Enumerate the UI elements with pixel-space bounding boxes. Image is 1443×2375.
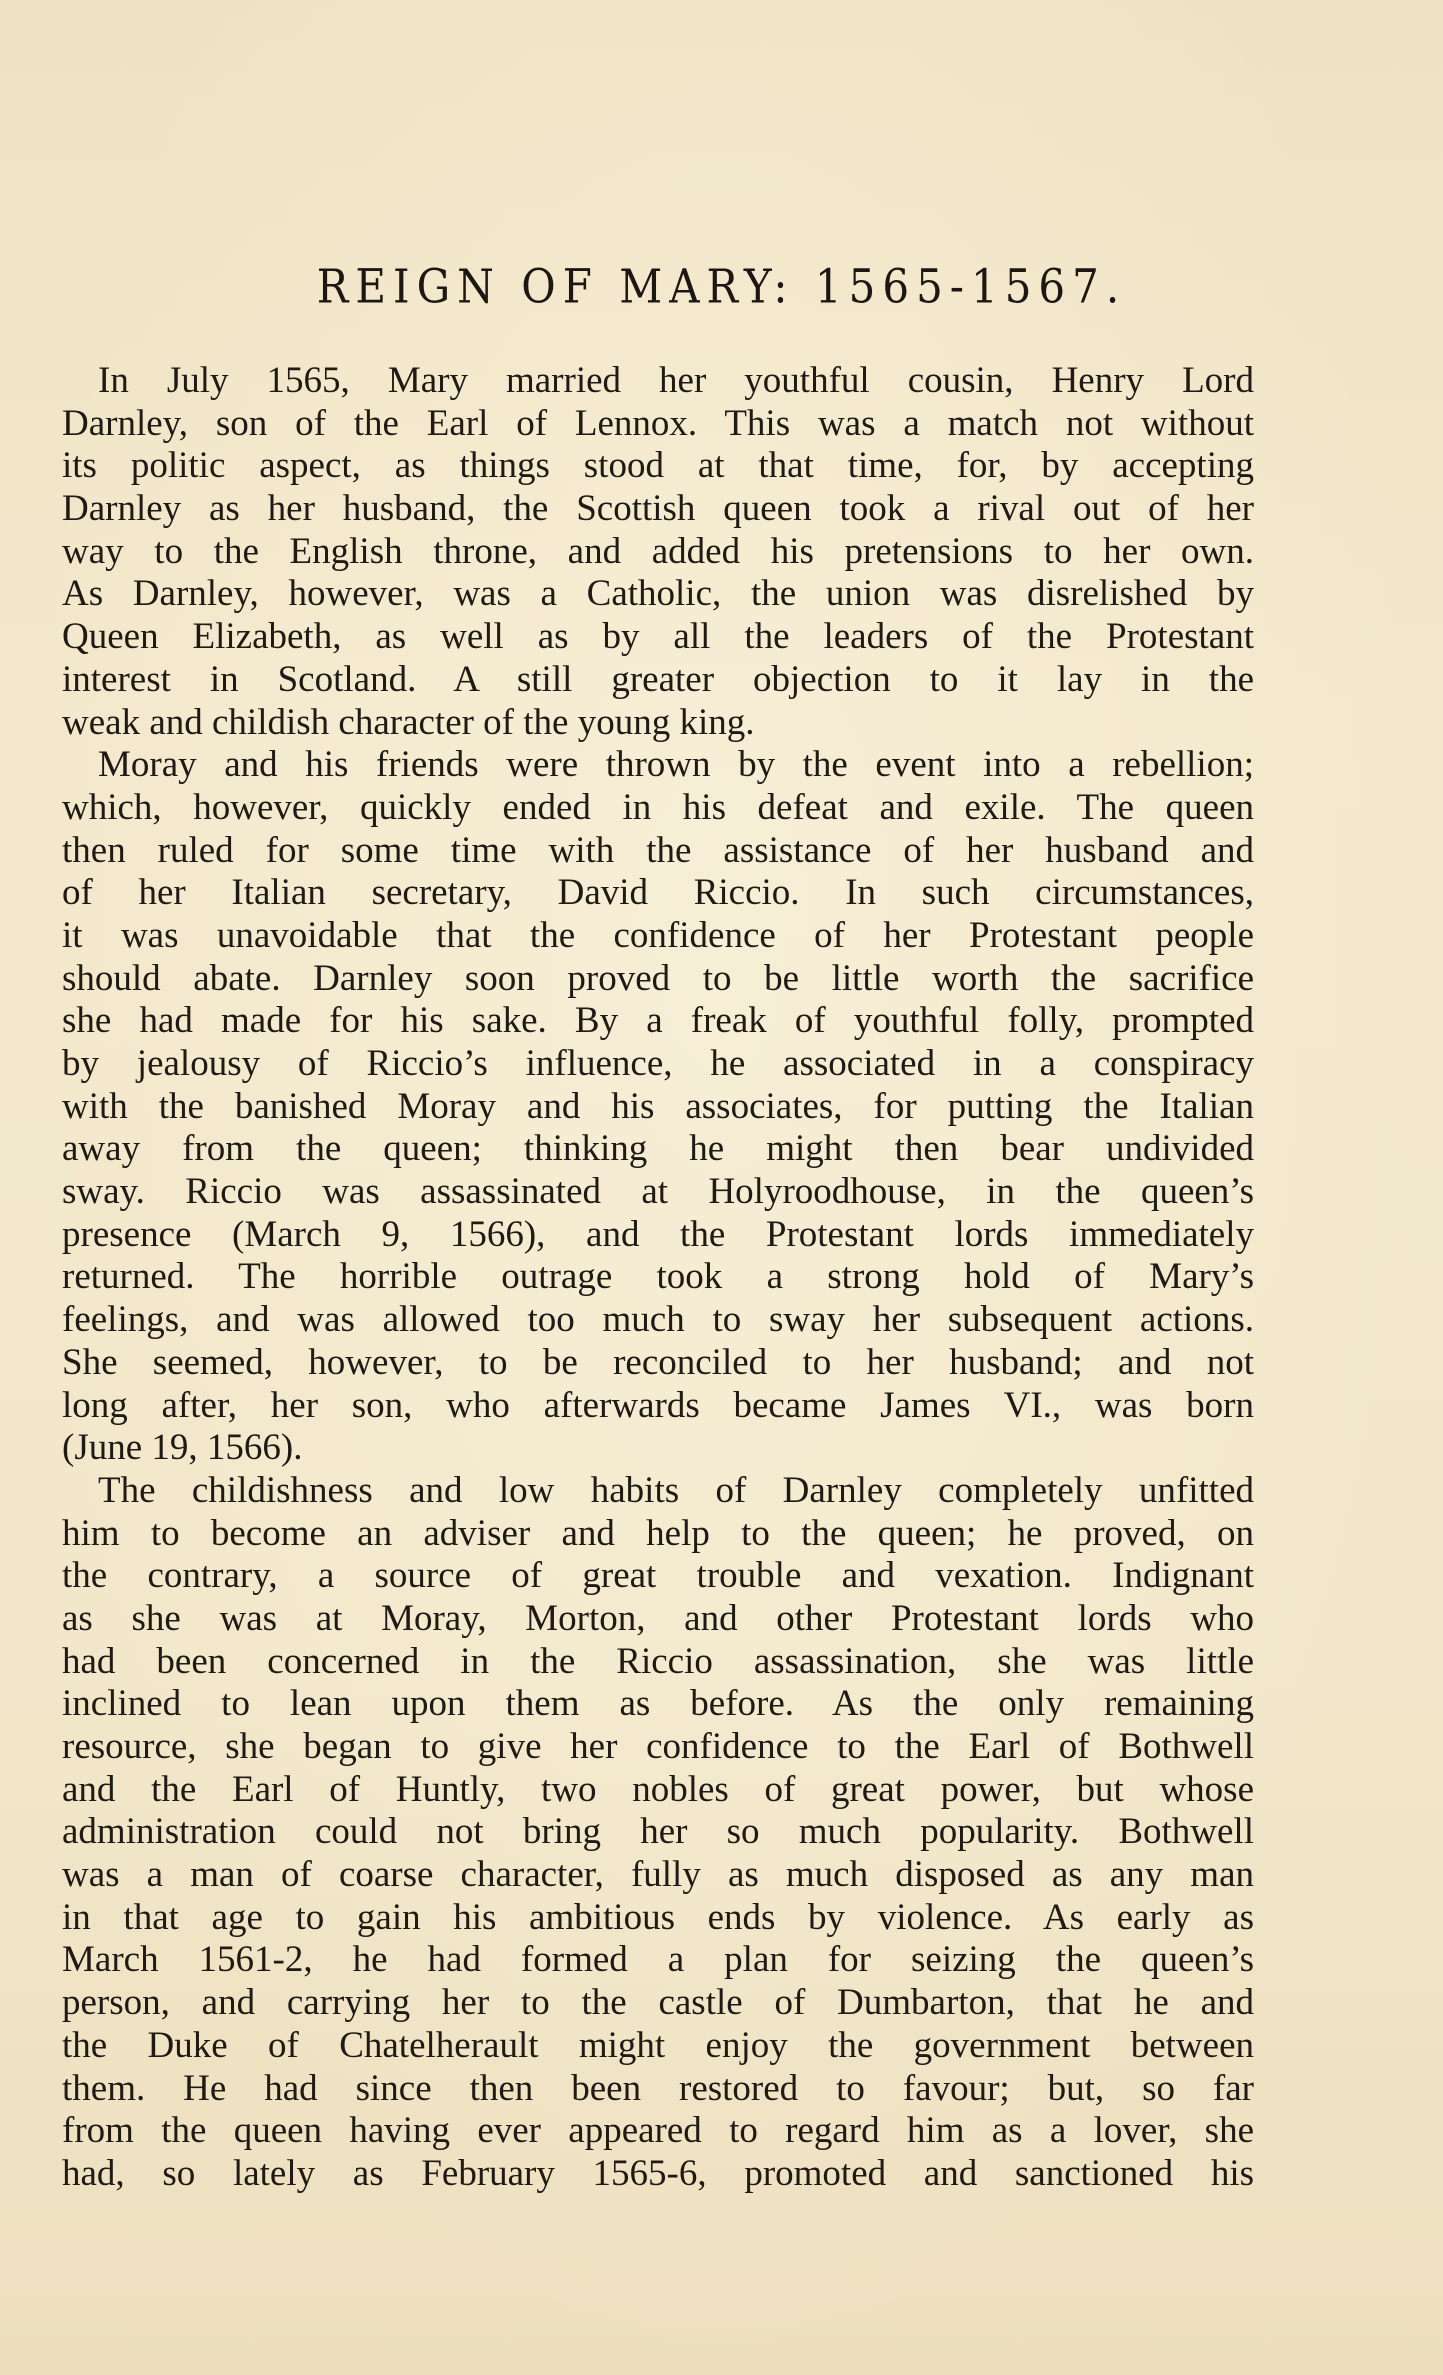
text-line: them. He had since then been restored to favour; but, so far: [62, 2067, 1254, 2109]
text-line: him to become an adviser and help to the queen; he proved, on: [62, 1512, 1254, 1554]
text-line: presence (March 9, 1566), and the Protestant lords immediately: [62, 1213, 1254, 1255]
text-line: from the queen having ever appeared to regard him as a lover, she: [62, 2110, 1254, 2152]
paragraph-1: [62, 360, 1254, 744]
text-line: Queen Elizabeth, as well as by all the leaders of the Protestant: [62, 616, 1254, 658]
text-line: away from the queen; thinking he might then bear undivided: [62, 1128, 1254, 1170]
text-line: The childishness and low habits of Darnley completely unfitted: [98, 1469, 1254, 1511]
text-line: and the Earl of Huntly, two nobles of great power, but whose: [62, 1768, 1254, 1810]
text-line: inclined to lean upon them as before. As the only remaining: [62, 1683, 1254, 1725]
text-line: Darnley, son of the Earl of Lennox. This was a match not without: [62, 402, 1254, 444]
text-line: administration could not bring her so much popularity. Bothwell: [62, 1811, 1254, 1853]
text-line: of her Italian secretary, David Riccio. In such circumstances,: [62, 872, 1254, 914]
text-line: Darnley as her husband, the Scottish queen took a rival out of her: [62, 488, 1254, 530]
text-line: as she was at Moray, Morton, and other Protestant lords who: [62, 1597, 1254, 1639]
paragraph-3: [62, 1470, 1254, 2196]
text-line: As Darnley, however, was a Catholic, the union was disrelished by: [62, 573, 1254, 615]
text-line: returned. The horrible outrage took a strong hold of Mary’s: [62, 1256, 1254, 1298]
text-line: the contrary, a source of great trouble and vexation. Indignant: [62, 1555, 1254, 1597]
text-line: was a man of coarse character, fully as much disposed as any man: [62, 1854, 1254, 1896]
text-line: had been concerned in the Riccio assassination, she was little: [62, 1640, 1254, 1682]
text-line: March 1561-2, he had formed a plan for seizing the queen’s: [62, 1939, 1254, 1981]
text-line: which, however, quickly ended in his defeat and exile. The queen: [62, 786, 1254, 828]
text-line: way to the English throne, and added his pretensions to her own.: [62, 530, 1254, 572]
text-line: should abate. Darnley soon proved to be little worth the sacrifice: [62, 957, 1254, 999]
text-line: she had made for his sake. By a freak of youthful folly, prompted: [62, 1000, 1254, 1042]
text-line: In July 1565, Mary married her youthful cousin, Henry Lord: [98, 360, 1254, 401]
text-line: sway. Riccio was assassinated at Holyroodhouse, in the queen’s: [62, 1171, 1254, 1213]
text-line: person, and carrying her to the castle of Dumbarton, that he and: [62, 1982, 1254, 2024]
text-line: had, so lately as February 1565-6, promoted and sanctioned his: [62, 2152, 1254, 2194]
text-line: the Duke of Chatelherault might enjoy the government between: [62, 2024, 1254, 2066]
text-line: long after, her son, who afterwards became James VI., was born: [62, 1384, 1254, 1426]
text-line: with the banished Moray and his associates, for putting the Italian: [62, 1085, 1254, 1127]
paragraph-2: [62, 744, 1254, 1470]
text-line: feelings, and was allowed too much to sway her subsequent actions.: [62, 1299, 1254, 1341]
text-line: Moray and his friends were thrown by the event into a rebellion;: [98, 744, 1254, 786]
text-line: its politic aspect, as things stood at that time, for, by accepting: [62, 445, 1254, 487]
text-line: then ruled for some time with the assistance of her husband and: [62, 829, 1254, 871]
text-line: resource, she began to give her confidence to the Earl of Bothwell: [62, 1726, 1254, 1767]
text-line: interest in Scotland. A still greater objection to it lay in the: [62, 658, 1254, 700]
body-text: [62, 360, 1254, 2196]
text-line: She seemed, however, to be reconciled to her husband; and not: [62, 1341, 1254, 1383]
text-line: weak and childish character of the young king.: [62, 701, 755, 743]
chapter-title: REIGN OF MARY: 1565-1567.: [316, 259, 1127, 314]
text-line: in that age to gain his ambitious ends by violence. As early as: [62, 1896, 1254, 1938]
text-line: it was unavoidable that the confidence of her Protestant people: [62, 914, 1254, 956]
text-line: by jealousy of Riccio’s influence, he associated in a conspiracy: [62, 1043, 1254, 1084]
text-line: (June 19, 1566).: [62, 1427, 303, 1469]
